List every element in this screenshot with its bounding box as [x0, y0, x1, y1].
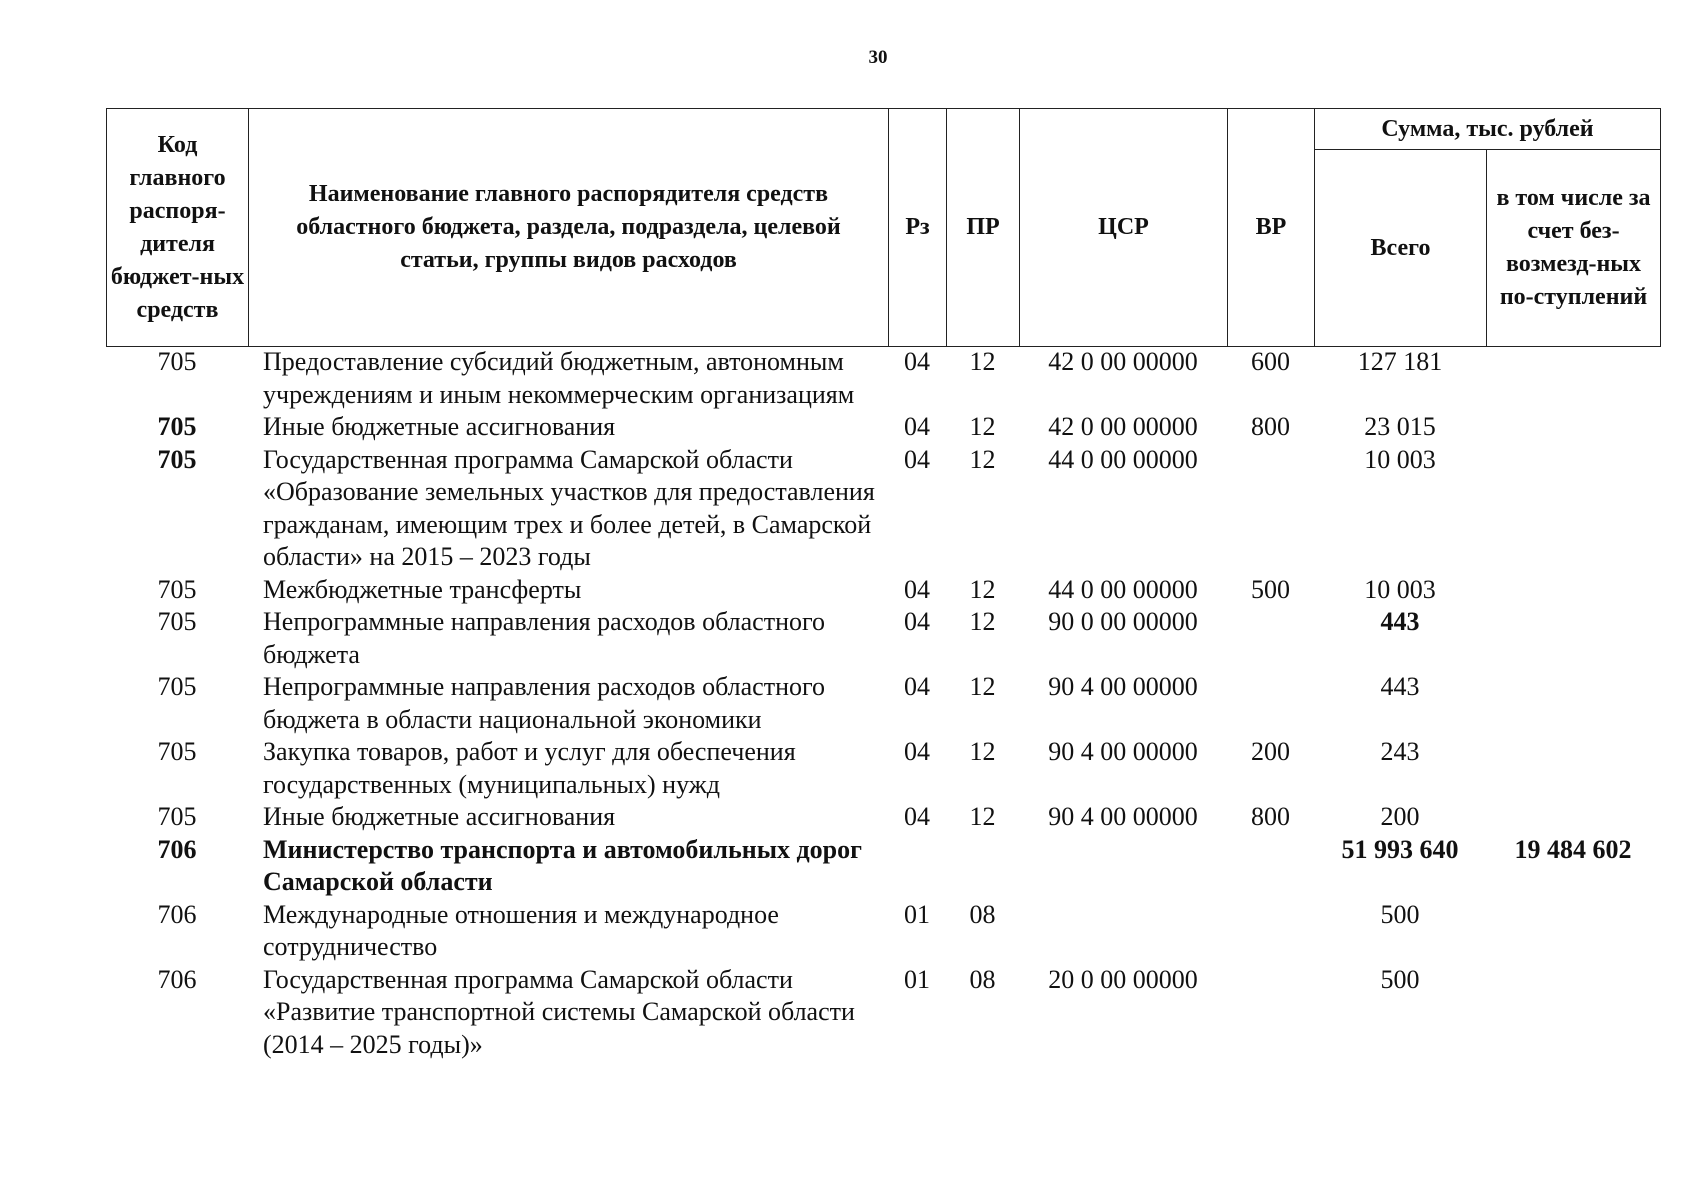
- cell-csr: 44 0 00 00000: [1048, 444, 1198, 474]
- cell-vr: [1227, 899, 1314, 964]
- cell-vr: 600: [1251, 347, 1290, 376]
- cell-pr: 12: [969, 672, 996, 701]
- cell-csr: 90 0 00 00000: [1048, 607, 1198, 636]
- header-code: Код главного распоря-дителя бюджет-ных средств: [107, 109, 249, 347]
- cell-code: 705: [157, 737, 197, 766]
- cell-rz: 04: [904, 347, 930, 376]
- cell-including: [1486, 899, 1660, 964]
- cell-vr: 200: [1251, 737, 1290, 766]
- cell-code: 706: [157, 834, 197, 864]
- cell-rz: 04: [904, 737, 930, 766]
- table-row: [106, 411, 1660, 444]
- cell-csr: [1019, 834, 1227, 899]
- cell-vr: [1227, 964, 1314, 1062]
- cell-total: 10 003: [1364, 574, 1436, 604]
- cell-total: 23 015: [1364, 412, 1436, 441]
- cell-vr: [1227, 606, 1314, 671]
- cell-pr: 12: [969, 444, 996, 474]
- cell-rz: 04: [904, 672, 930, 701]
- cell-total: 10 003: [1364, 444, 1436, 474]
- header-name: Наименование главного распорядителя средств областного бюджета, раздела, подраздела, целевой статьи, группы видов расходов: [249, 109, 889, 347]
- cell-rz: 04: [904, 412, 930, 441]
- cell-code: 705: [157, 802, 197, 831]
- table-row: [106, 574, 1660, 607]
- cell-including: [1486, 801, 1660, 834]
- cell-total: 500: [1380, 899, 1420, 929]
- cell-name: Иные бюджетные ассигнования: [263, 412, 616, 441]
- cell-name: Межбюджетные трансферты: [263, 574, 582, 604]
- table-body: [106, 346, 1660, 1061]
- cell-rz: 01: [904, 899, 930, 929]
- cell-vr: 500: [1251, 574, 1290, 604]
- header-csr: ЦСР: [1020, 109, 1228, 347]
- cell-pr: 12: [969, 347, 996, 376]
- cell-csr: 90 4 00 00000: [1048, 802, 1198, 831]
- cell-rz: 04: [904, 444, 930, 474]
- table-row: [106, 671, 1660, 736]
- cell-name: Непрограммные направления расходов областного бюджета: [263, 607, 825, 669]
- cell-total: 443: [1380, 607, 1420, 636]
- cell-csr: 42 0 00 00000: [1048, 347, 1198, 376]
- cell-including: [1486, 671, 1660, 736]
- cell-total: 443: [1380, 672, 1420, 701]
- table-row: [106, 606, 1660, 671]
- cell-vr: [1227, 671, 1314, 736]
- cell-rz: 04: [904, 802, 930, 831]
- cell-including: [1486, 411, 1660, 444]
- table-row: [106, 736, 1660, 801]
- cell-pr: 12: [969, 574, 996, 604]
- cell-pr: 12: [969, 607, 996, 636]
- header-rz: Рз: [889, 109, 947, 347]
- cell-name: Министерство транспорта и автомобильных дорог Самарской области: [263, 834, 862, 896]
- header-vr: ВР: [1228, 109, 1315, 347]
- cell-including: [1486, 964, 1660, 1062]
- cell-total: 500: [1380, 964, 1420, 994]
- cell-total: 51 993 640: [1341, 834, 1459, 864]
- cell-name: Закупка товаров, работ и услуг для обеспечения государственных (муниципальных) нужд: [263, 737, 796, 799]
- header-pr: ПР: [947, 109, 1020, 347]
- cell-including: [1486, 346, 1660, 411]
- table-row: [106, 444, 1660, 574]
- table-row: [106, 346, 1660, 411]
- table-rows: [106, 346, 1660, 1061]
- cell-vr: 800: [1251, 412, 1290, 441]
- cell-csr: 90 4 00 00000: [1048, 737, 1198, 766]
- header-including: в том числе за счет без-возмезд-ных по-ступлений: [1487, 150, 1661, 347]
- cell-name: Непрограммные направления расходов областного бюджета в области национальной экономики: [263, 672, 825, 734]
- cell-code: 705: [157, 412, 197, 441]
- cell-code: 705: [157, 347, 197, 376]
- cell-name: Иные бюджетные ассигнования: [263, 802, 616, 831]
- cell-vr: [1227, 834, 1314, 899]
- table-header: [106, 108, 1661, 347]
- cell-rz: 01: [904, 964, 930, 994]
- cell-vr: 800: [1251, 802, 1290, 831]
- cell-including: [1486, 444, 1660, 574]
- cell-pr: 12: [969, 412, 996, 441]
- table-row: [106, 801, 1660, 834]
- cell-code: 705: [157, 574, 197, 604]
- cell-pr: 12: [969, 802, 996, 831]
- cell-including: [1486, 606, 1660, 671]
- cell-pr: 08: [969, 899, 996, 929]
- cell-including: [1486, 736, 1660, 801]
- cell-rz: 04: [904, 607, 930, 636]
- table-row: [106, 834, 1660, 899]
- cell-csr: 42 0 00 00000: [1048, 412, 1198, 441]
- cell-pr: 08: [969, 964, 996, 994]
- cell-code: 706: [157, 899, 197, 929]
- cell-name: Предоставление субсидий бюджетным, автономным учреждениям и иным некоммерческим организациям: [263, 347, 855, 409]
- cell-name: Государственная программа Самарской области «Образование земельных участков для предоставления гражданам, имеющим трех и более детей, в Самарской области» на 2015 – 2023 годы: [263, 444, 875, 571]
- cell-including: 19 484 602: [1514, 834, 1632, 864]
- cell-vr: [1227, 444, 1314, 574]
- cell-name: Международные отношения и международное сотрудничество: [263, 899, 779, 961]
- cell-name: Государственная программа Самарской области «Развитие транспортной системы Самарской области (2014 – 2025 годы)»: [263, 964, 855, 1059]
- cell-including: [1486, 574, 1660, 607]
- cell-total: 127 181: [1357, 347, 1443, 376]
- cell-pr: 12: [969, 737, 996, 766]
- header-total: Всего: [1315, 150, 1487, 347]
- page-number: 30: [868, 47, 888, 68]
- cell-rz: 04: [904, 574, 930, 604]
- table-row: [106, 964, 1660, 1062]
- cell-csr: 20 0 00 00000: [1048, 964, 1198, 994]
- cell-pr: [946, 834, 1019, 899]
- cell-rz: [888, 834, 946, 899]
- cell-csr: 44 0 00 00000: [1048, 574, 1198, 604]
- cell-csr: 90 4 00 00000: [1048, 672, 1198, 701]
- cell-code: 706: [157, 964, 197, 994]
- cell-total: 200: [1380, 802, 1420, 831]
- cell-total: 243: [1380, 737, 1420, 766]
- cell-code: 705: [157, 444, 197, 474]
- cell-csr: [1019, 899, 1227, 964]
- header-sum: Сумма, тыс. рублей: [1315, 109, 1661, 150]
- cell-code: 705: [157, 672, 197, 701]
- table-row: [106, 899, 1660, 964]
- cell-code: 705: [157, 607, 197, 636]
